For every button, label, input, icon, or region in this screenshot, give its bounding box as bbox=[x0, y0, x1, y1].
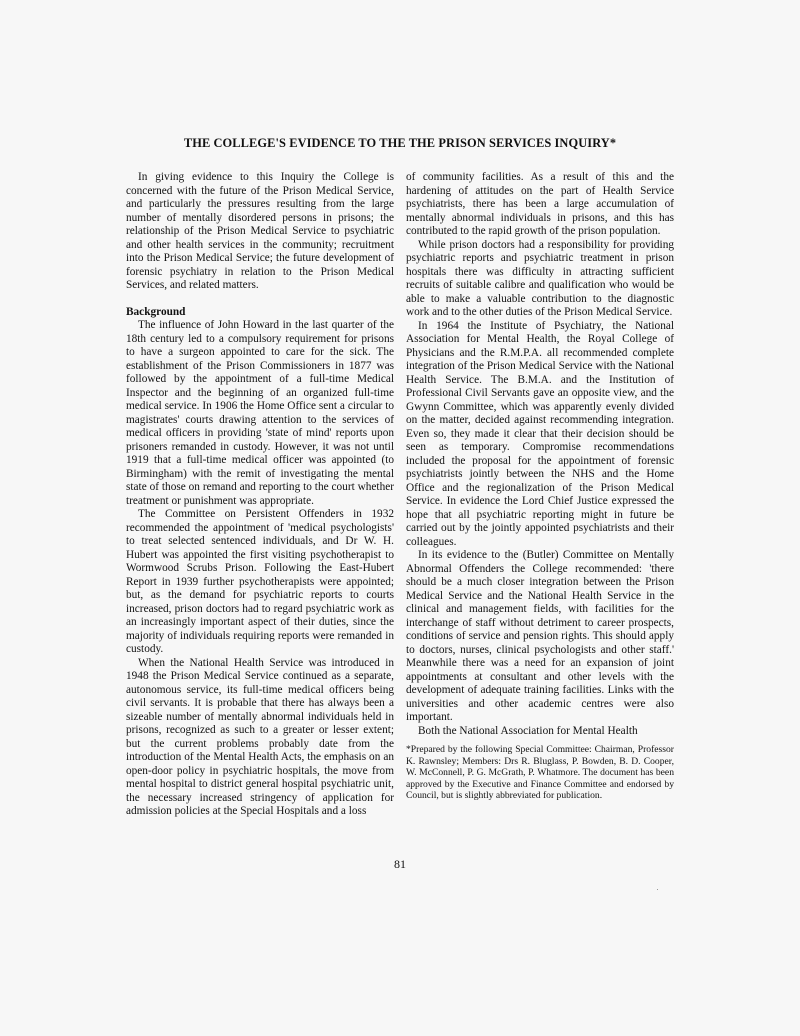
intro-paragraph: In giving evidence to this Inquiry the College is concerned with the future of the Prison Medical Service, and particularly the pressures resulting from the large number of mentally disordered persons in prisons; the relationship of the Prison Medical Service to psychiatric and other health services in the community; recruitment into the Prison Medical Service; the future development of forensic psychiatry in relation to the Prison Medical Services, and related matters. bbox=[126, 171, 394, 291]
paragraph-continued: of community facilities. As a result of this and the hardening of attitudes on the part of Health Service psychiatrists, there has been a large accumulation of mentally abnormal individuals in prisons, and this has contributed to the rapid growth of the prison population. bbox=[406, 171, 674, 237]
right-column bbox=[406, 171, 674, 802]
section-heading-background: Background bbox=[126, 305, 186, 318]
paragraph: The Committee on Persistent Offenders in 1932 recommended the appointment of 'medical psychologists' to treat selected sentenced individuals, and Dr W. H. Hubert was appointed the first visiting psychotherapist to Wormwood Scrubs Prison. Following the East-Hubert Report in 1939 further psychotherapists were appointed; but, as the demand for psychiatric reports to courts increased, prison doctors had to regard psychiatric work as an increasingly important aspect of their duties, since the majority of individuals requiring reports were remanded in custody. bbox=[126, 508, 394, 655]
paragraph: In its evidence to the (Butler) Committee on Mentally Abnormal Offenders the College recommended: 'there should be a much closer integration between the Prison Medical Service and the National Health Service in the clinical and management fields, with facilities for the interchange of staff without detriment to career prospects, conditions of service and pension rights. This should apply to doctors, nurses, clinical psychologists and other staff.' Meanwhile there was a need for an expansion of joint appointments at consultant and other levels with the development of adequate training facilities. Links with the universities and other academic centres were also important. bbox=[406, 549, 674, 723]
paragraph: In 1964 the Institute of Psychiatry, the National Association for Mental Health, the Royal College of Physicians and the R.M.P.A. all recommended complete integration of the Prison Medical Service with the National Health Service. The B.M.A. and the Institution of Professional Civil Servants gave an opposite view, and the Gwynn Committee, which was apparently evenly divided on the matter, decided against recommending integration. Even so, they made it clear that their decision should be seen as temporary. Compromise recommendations included the proposal for the appointment of forensic psychiatrists jointly between the NHS and the Home Office and the regionalization of the Prison Medical Service. In evidence the Lord Chief Justice expressed the hope that all psychiatric reporting might in future be carried out by the jointly appointed psychiatrists and their colleagues. bbox=[406, 319, 674, 548]
paragraph: While prison doctors had a responsibility for providing psychiatric reports and psychiatric treatment in prison hospitals there was difficulty in attracting sufficient recruits of suitable calibre and qualification who would be able to make a valuable contribution to the diagnostic work and to the other duties of the Prison Medical Service. bbox=[406, 238, 674, 318]
footnote: *Prepared by the following Special Committee: Chairman, Professor K. Rawnsley; Members: Drs R. Bluglass, P. Bowden, B. D. Cooper, W. McConnell, P. G. McGrath, P. Whatmore. The document has been approved by the Executive and Finance Committee and endorsed by Council, but is slightly abbreviated for publication. bbox=[406, 744, 674, 802]
paragraph: The influence of John Howard in the last quarter of the 18th century led to a compulsory requirement for prisons to have a surgeon appointed to care for the sick. The establishment of the Prison Commissioners in 1877 was followed by the appointment of a full-time Medical Inspector and the beginning of an organized full-time medical service. In 1906 the Home Office sent a circular to magistrates' courts drawing attention to the services of medical officers in providing 'state of mind' reports upon prisoners remanded in custody. However, it was not until 1919 that a full-time medical officer was appointed (to Birmingham) with the remit of investigating the mental state of those on remand and reporting to the court whether treatment or punishment was appropriate. bbox=[126, 319, 394, 507]
scan-speck bbox=[657, 889, 658, 890]
left-column bbox=[126, 171, 394, 819]
page-title: THE COLLEGE'S EVIDENCE TO THE THE PRISON SERVICES INQUIRY* bbox=[183, 136, 617, 150]
paragraph: Both the National Association for Mental Health bbox=[418, 724, 638, 737]
page-number: 81 bbox=[394, 857, 406, 871]
paragraph: When the National Health Service was introduced in 1948 the Prison Medical Service continued as a separate, autonomous service, its full-time medical officers being civil servants. It is probable that there has always been a sizeable number of mentally abnormal individuals held in prisons, recognized as such to a greater or lesser extent; but the current problems probably date from the introduction of the Mental Health Acts, the emphasis on an open-door policy in psychiatric hospitals, the move from mental hospital to district general hospital psychiatric unit, the necessary increased stringency of application for admission policies at the Special Hospitals and a loss bbox=[126, 656, 394, 817]
